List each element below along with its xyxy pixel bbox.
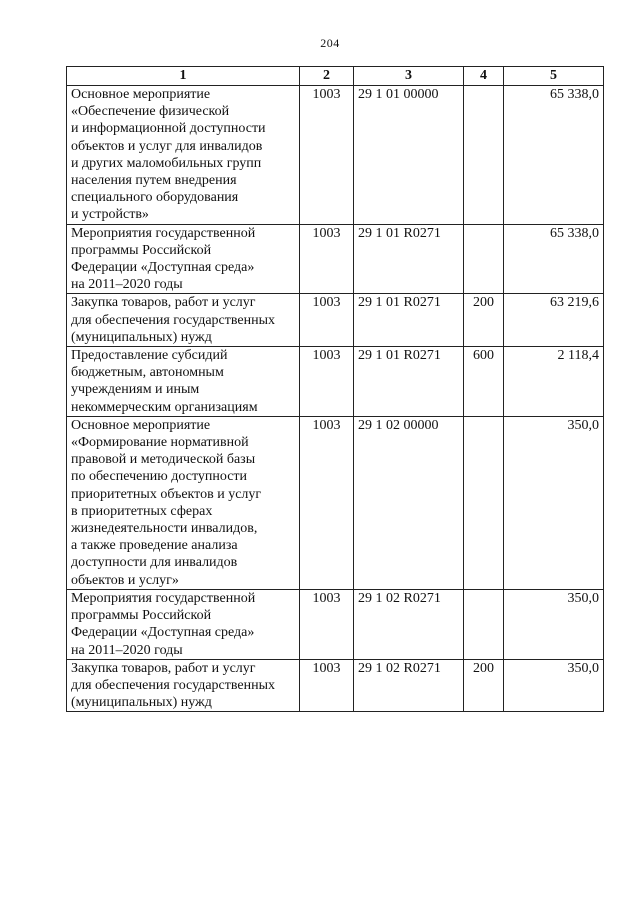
- row-amount-cell: 350,0: [504, 589, 604, 659]
- header-row: [67, 67, 604, 86]
- row-type-cell: 200: [464, 659, 504, 712]
- row-name-cell: [67, 347, 300, 417]
- row-name-cell: [67, 589, 300, 659]
- row-name-line: Предоставление субсидий: [71, 348, 228, 364]
- row-amount-cell: 65 338,0: [504, 224, 604, 294]
- row-name-line: Мероприятия государственной: [71, 590, 256, 606]
- budget-table: [66, 66, 604, 712]
- row-name-line: программы Российской: [71, 242, 212, 258]
- row-name-line: населения путем внедрения: [71, 173, 237, 189]
- row-name-line: Закупка товаров, работ и услуг: [71, 660, 256, 676]
- row-amount-cell: 2 118,4: [504, 347, 604, 417]
- header-col-5: 5: [504, 67, 604, 86]
- row-type-cell: [464, 416, 504, 589]
- row-name-line: Закупка товаров, работ и услуг: [71, 295, 256, 311]
- row-target-cell: 29 1 01 R0271: [354, 347, 464, 417]
- row-name-line: объектов и услуг для инвалидов: [71, 138, 263, 154]
- row-target-cell: 29 1 02 R0271: [354, 589, 464, 659]
- header-col-4: 4: [464, 67, 504, 86]
- row-name-line: по обеспечению доступности: [71, 469, 248, 485]
- row-type-cell: [464, 589, 504, 659]
- row-section-cell: 1003: [300, 86, 354, 225]
- row-name-line: приоритетных объектов и услуг: [71, 486, 262, 502]
- row-name-line: программы Российской: [71, 608, 212, 624]
- table-row: [67, 416, 604, 589]
- row-name-line: Основное мероприятие: [71, 417, 211, 433]
- table-row: [67, 347, 604, 417]
- row-name-line: «Формирование нормативной: [71, 435, 249, 451]
- row-name-line: для обеспечения государственных: [71, 312, 275, 328]
- row-name-line: Мероприятия государственной: [71, 225, 256, 241]
- row-name-line: специального оборудования: [71, 190, 239, 206]
- row-type-cell: [464, 224, 504, 294]
- table-row: [67, 294, 604, 347]
- row-name-line: в приоритетных сферах: [71, 503, 213, 519]
- row-name-line: (муниципальных) нужд: [71, 329, 212, 345]
- row-section-cell: 1003: [300, 589, 354, 659]
- row-name-cell: [67, 294, 300, 347]
- row-name-line: Основное мероприятие: [71, 87, 211, 102]
- row-name-cell: [67, 416, 300, 589]
- row-section-cell: 1003: [300, 294, 354, 347]
- row-name-line: на 2011–2020 годы: [71, 277, 183, 293]
- row-section-cell: 1003: [300, 224, 354, 294]
- row-section-cell: 1003: [300, 347, 354, 417]
- row-name-line: бюджетным, автономным: [71, 365, 224, 381]
- row-name-line: и устройств»: [71, 207, 149, 223]
- row-name-line: на 2011–2020 годы: [71, 642, 183, 658]
- row-target-cell: 29 1 02 R0271: [354, 659, 464, 712]
- row-target-cell: 29 1 01 00000: [354, 86, 464, 225]
- row-name-line: и информационной доступности: [71, 121, 266, 137]
- row-target-cell: 29 1 01 R0271: [354, 294, 464, 347]
- header-col-1: 1: [67, 67, 300, 86]
- row-name-line: доступности для инвалидов: [71, 555, 238, 571]
- header-col-2: 2: [300, 67, 354, 86]
- table-row: [67, 224, 604, 294]
- row-target-cell: 29 1 02 00000: [354, 416, 464, 589]
- row-name-line: «Обеспечение физической: [71, 104, 230, 120]
- row-name-line: жизнедеятельности инвалидов,: [71, 521, 258, 537]
- page-number: 204: [320, 36, 340, 50]
- header-col-3: 3: [354, 67, 464, 86]
- row-type-cell: 200: [464, 294, 504, 347]
- row-name-cell: [67, 659, 300, 712]
- row-name-line: правовой и методической базы: [71, 452, 256, 468]
- row-amount-cell: 63 219,6: [504, 294, 604, 347]
- row-name-line: объектов и услуг»: [71, 572, 179, 588]
- row-target-cell: 29 1 01 R0271: [354, 224, 464, 294]
- row-name-line: а также проведение анализа: [71, 538, 238, 554]
- row-type-cell: [464, 86, 504, 225]
- row-section-cell: 1003: [300, 416, 354, 589]
- table-row: [67, 589, 604, 659]
- row-amount-cell: 65 338,0: [504, 86, 604, 225]
- row-name-line: для обеспечения государственных: [71, 677, 275, 693]
- row-name-line: и других маломобильных групп: [71, 155, 262, 171]
- row-name-line: некоммерческим организациям: [71, 399, 258, 415]
- row-amount-cell: 350,0: [504, 416, 604, 589]
- row-name-cell: [67, 224, 300, 294]
- row-amount-cell: 350,0: [504, 659, 604, 712]
- row-section-cell: 1003: [300, 659, 354, 712]
- row-type-cell: 600: [464, 347, 504, 417]
- row-name-line: учреждениям и иным: [71, 382, 200, 398]
- table-row: [67, 86, 604, 225]
- row-name-line: (муниципальных) нужд: [71, 695, 212, 711]
- row-name-cell: [67, 86, 300, 225]
- row-name-line: Федерации «Доступная среда»: [71, 625, 255, 641]
- table-row: [67, 659, 604, 712]
- row-name-line: Федерации «Доступная среда»: [71, 260, 255, 276]
